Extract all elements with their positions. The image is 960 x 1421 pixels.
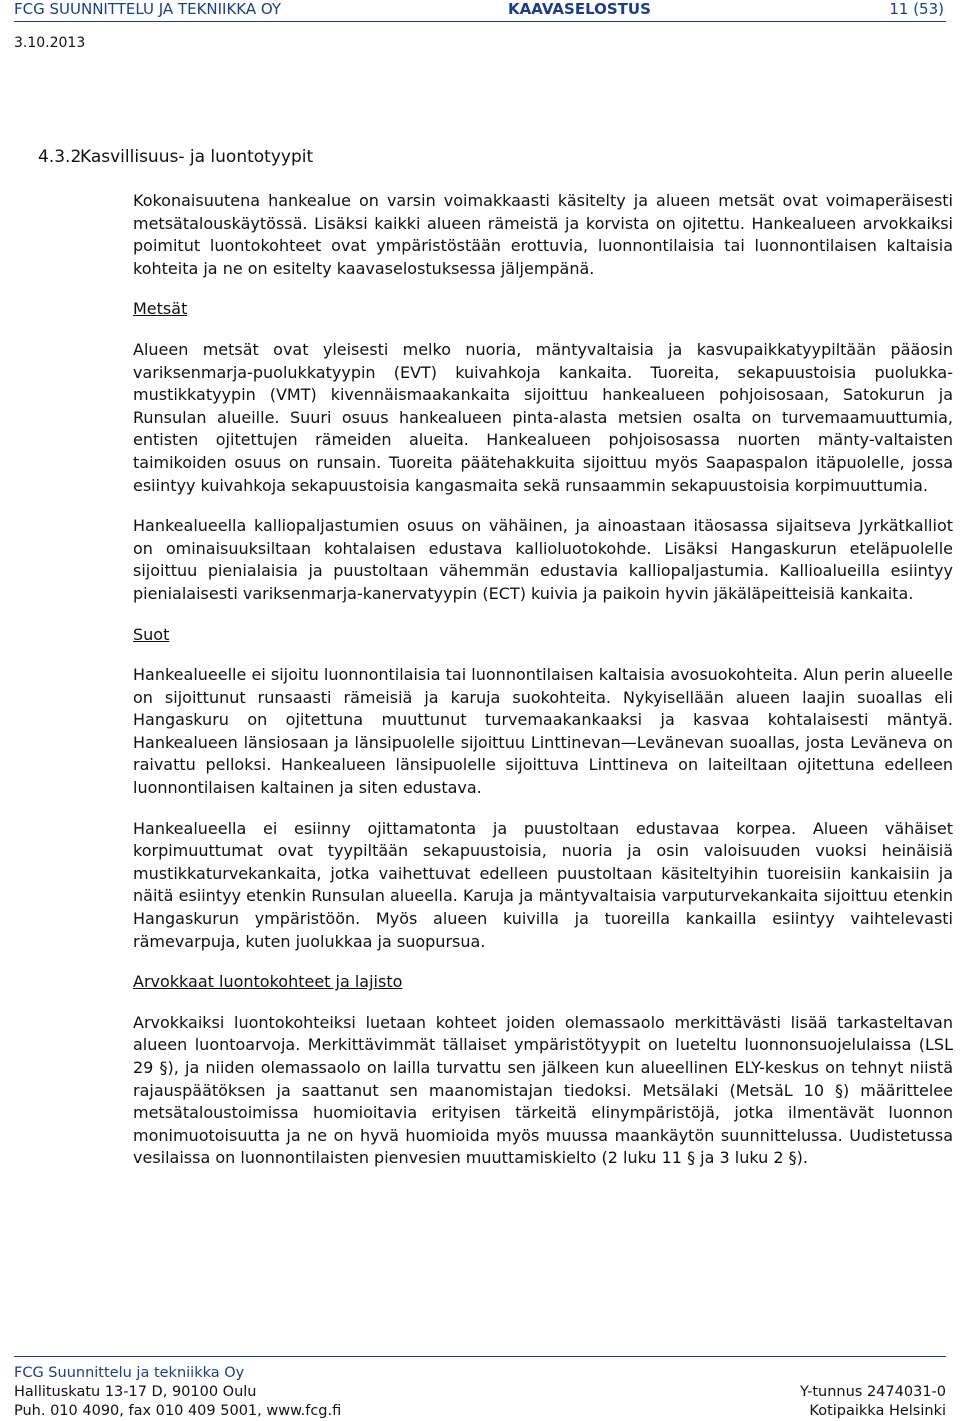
footer-ytunnus: Y-tunnus 2474031-0	[799, 1384, 946, 1400]
header-date: 3.10.2013	[14, 35, 86, 51]
paragraph-suot-2: Hankealueella ei esiinny ojittamatonta ja puustoltaan edustavaa korpea. Alueen vähäiset korpimuuttumat ovat tyypiltään sekapuustoisia, nuoria ja osin valoisuuden vuoksi heinäisiä mustikkaturvekankaita, jotka vaihettuvat edelleen puustoltaan käsiteltyihin tuoreisiin kankaisiin ja näitä esiintyy etenkin Runsulan alueella. Karuja ja mäntyvaltaisia varputurvekankaita sijoittuu etenkin Hangaskurun ympäristöön. Myös alueen kuivilla ja tuoreilla kankailla esiintyy vaihtelevasti rämevarpuja, kuten juolukkaa ja suopursua.	[133, 818, 953, 951]
paragraph-intro: Kokonaisuutena hankealue on varsin voimakkaasti käsitelty ja alueen metsät ovat voimaperäisesti metsätalouskäytössä. Lisäksi kaikki alueen rämeistä ja korvista on ojitettu. Hankealueen arvokkaiksi poimitut luontokohteet ovat ympäristöstään erottuvia, luonnontilaisia tai luonnontilaisen kaltaisia kohteita ja ne on esitelty kaavaselostuksessa jäljempänä.	[133, 191, 953, 278]
subheading-metsat: Metsät	[133, 299, 188, 319]
footer-contact: Puh. 010 4090, fax 010 409 5001, www.fcg.fi	[14, 1403, 342, 1419]
section-number: 4.3.2	[38, 147, 82, 167]
header-document-title: KAAVASELOSTUS	[508, 0, 651, 18]
document-body	[133, 190, 953, 1188]
section-title: Kasvillisuus- ja luontotyypit	[80, 147, 314, 167]
paragraph-arvokkaat: Arvokkaiksi luontokohteiksi luetaan kohteet joiden olemassaolo merkittävästi lisää tarkasteltavan alueen luontoarvoja. Merkittävimmät tällaiset ympäristötyypit on lueteltu luonnonsuojelulaissa (LSL 29 §), ja niiden olemassaolo on lailla turvattu sen jälkeen kun alueellinen ELY-keskus on tehnyt niistä rajauspäätöksen ja saattanut sen maanomistajan tiedoksi. Metsälaki (MetsäL 10 §) määrittelee metsätaloustoimissa huomioitavia erityisen tärkeitä elinympäristöjä, jotka ilmentävät luonnon monimuotoisuutta ja ne on hyvä huomioida myös muussa maankäytön suunnittelussa. Uudistetussa vesilaissa on luonnontilaisten pienvesien muuttamiskielto (2 luku 11 § ja 3 luku 2 §).	[133, 1012, 953, 1168]
header-divider	[14, 21, 946, 22]
footer-company: FCG Suunnittelu ja tekniikka Oy	[14, 1365, 245, 1381]
paragraph-suot-1: Hankealueelle ei sijoitu luonnontilaisia tai luonnontilaisen kaltaisia avosuokohteita. Alun perin alueelle on sijoittunut runsaasti rämeisiä ja karuja suokohteita. Nykyisellään alueen laajin suoallas eli Hangaskuru on ojitettuna muuttunut turvemaakankaaksi ja kasvaa kohtalaisesti mäntyä. Hankealueen länsiosaan ja länsipuolelle sijoittuu Linttinevan—Levänevan suoallas, josta Leväneva on raivattu pelloksi. Hankealueen länsipuolelle sijoittuva Linttineva on laiteiltaan ojitettuna edelleen luonnontilaisen kaltainen ja siten edustava.	[133, 665, 953, 798]
page-footer	[14, 1364, 946, 1421]
subheading-arvokkaat: Arvokkaat luontokohteet ja lajisto	[133, 972, 403, 992]
header-page-number: 11 (53)	[889, 0, 944, 18]
paragraph-metsat-1: Alueen metsät ovat yleisesti melko nuoria, mäntyvaltaisia ja kasvupaikkatyypiltään pääosin variksenmarja-puolukkatyypin (EVT) kuivahkoja kankaita. Tuoreita, sekapuustoisia puolukka-mustikkatyypin (VMT) kivennäismaakankaita sijoittuu hankealueen pohjoisosaan, Satokurun ja Runsulan alueille. Suuri osuus hankealueen pinta-alasta metsien osalta on turvemaamuuttumia, entisten ojitettujen rämeiden alueita. Hankealueen pohjoisosassa nuorten mänty-valtaisten taimikoiden osuus on runsain. Tuoreita päätehakkuita sijoittuu myös Saapaspalon itäpuolelle, jossa esiintyy kuivahkoja sekapuustoisia kangasmaita sekä runsaammin sekapuustoisia korpimuuttumia.	[133, 339, 953, 495]
paragraph-metsat-2: Hankealueella kalliopaljastumien osuus on vähäinen, ja ainoastaan itäosassa sijaitseva Jyrkätkalliot on ominaisuuksiltaan kohtalaisen edustava kallioluotokohde. Lisäksi Hangaskurun eteläpuolelle sijoittuu pienialaisia ja puustoltaan vähemmän edustavia kalliopaljastumia. Kallioalueilla esiintyy pienialaisesti variksenmarja-kanervatyypin (ECT) kuivia ja paikoin hyvin jäkäläpeitteisiä kankaita.	[133, 516, 953, 603]
page-header	[14, 0, 946, 51]
footer-divider	[14, 1356, 946, 1357]
subheading-suot: Suot	[133, 624, 170, 644]
footer-address: Hallituskatu 13-17 D, 90100 Oulu	[14, 1384, 257, 1400]
section-heading	[38, 147, 313, 167]
footer-kotipaikka: Kotipaikka Helsinki	[809, 1403, 946, 1419]
header-company: FCG SUUNNITTELU JA TEKNIIKKA OY	[14, 0, 282, 18]
